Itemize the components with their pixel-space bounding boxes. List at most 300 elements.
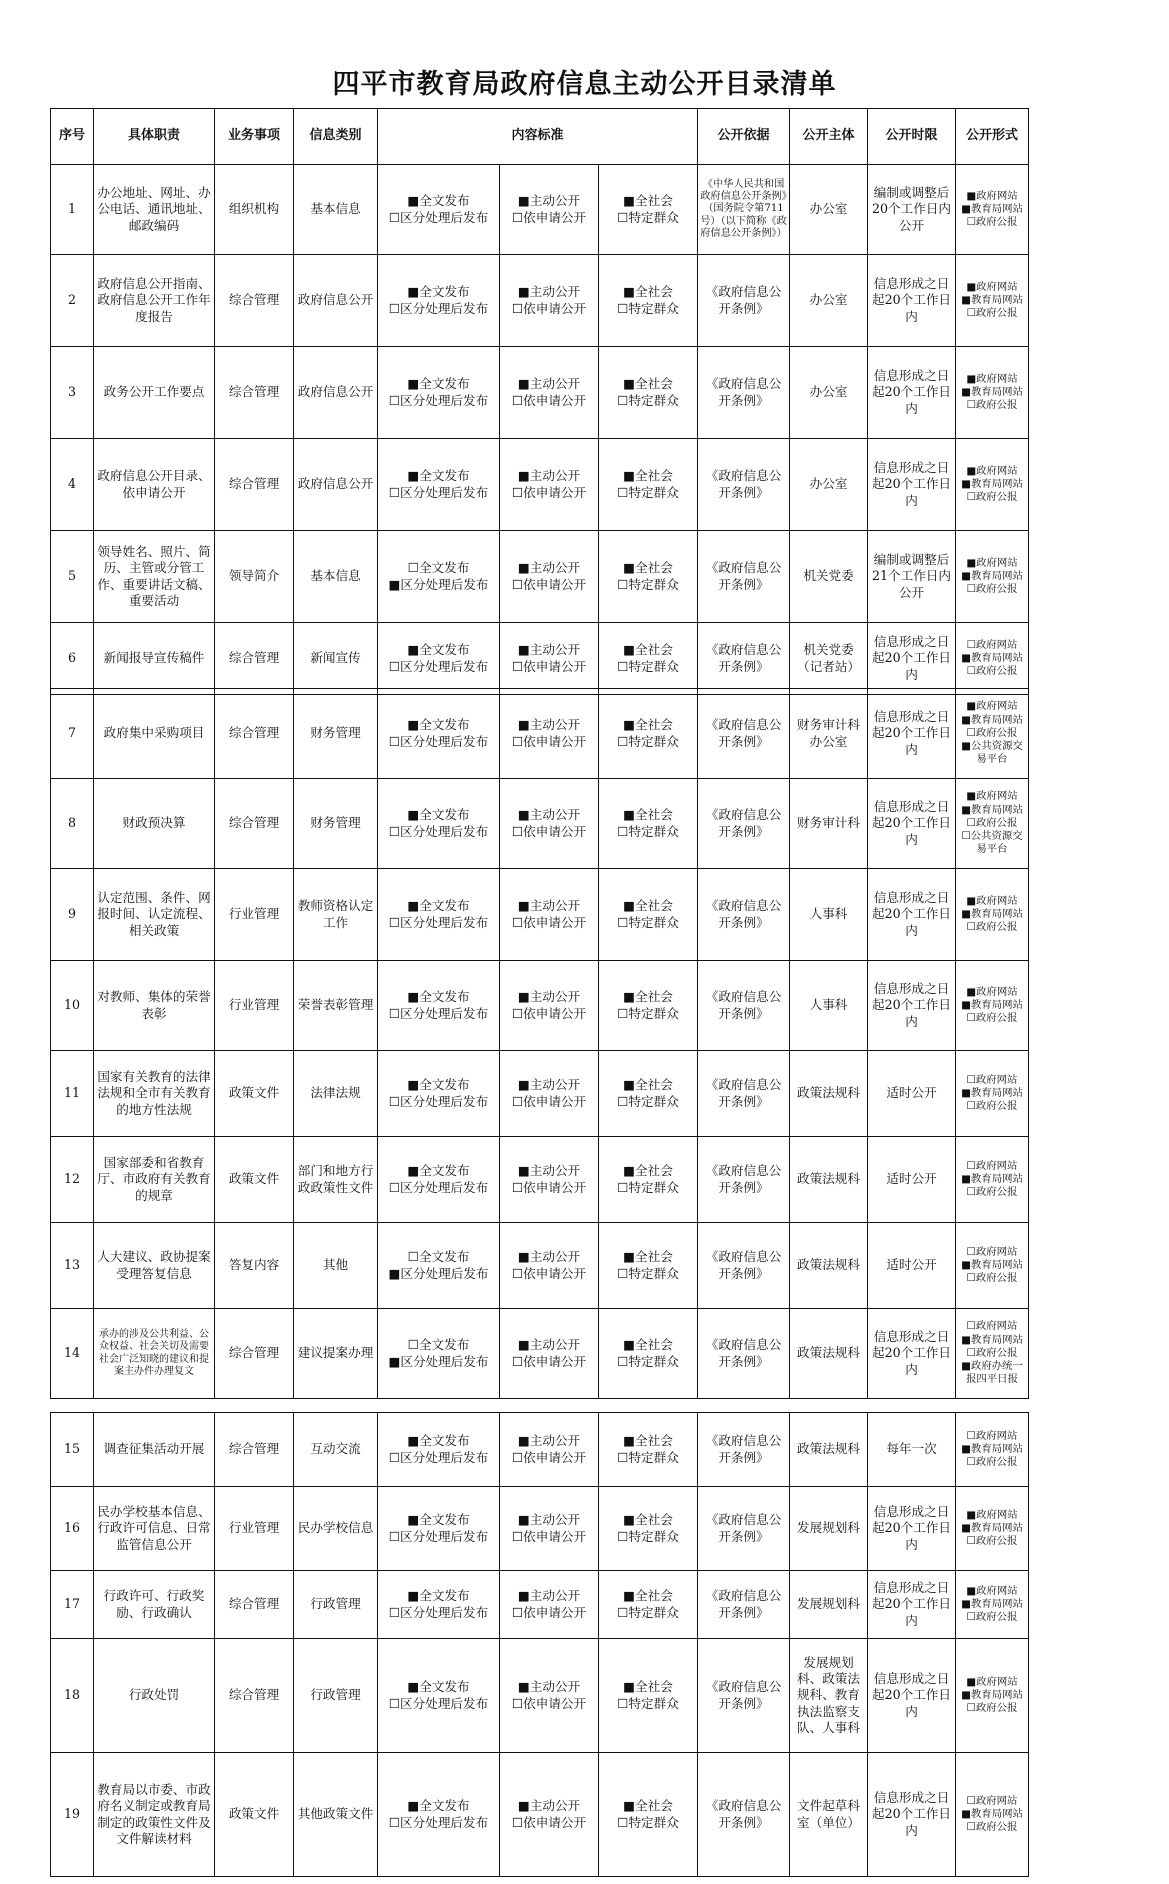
publish-form-option: ■政府网站 <box>966 1508 1018 1521</box>
audience-cell <box>599 623 698 695</box>
publish-form-option: ■教育局网站 <box>961 713 1023 726</box>
disclosure-type-cell-option: ■主动公开 <box>517 1077 581 1093</box>
legal-basis-cell: 《政府信息公开条例》 <box>698 255 790 347</box>
publish-mode-cell <box>378 1223 500 1309</box>
catalog-table-segment <box>50 688 1029 1399</box>
audience-cell-option: ■全社会 <box>623 989 673 1005</box>
column-header: 公开形式 <box>956 109 1029 165</box>
table-row <box>51 1413 1029 1487</box>
publish-mode-cell <box>378 1309 500 1399</box>
catalog-table-segment <box>50 108 1029 695</box>
publish-mode-cell-option: ■全文发布 <box>407 1679 470 1695</box>
audience-cell <box>599 1223 698 1309</box>
audience-cell-option: ☐特定群众 <box>617 823 679 839</box>
disclosure-type-cell-option: ☐依申请公开 <box>511 300 587 316</box>
audience-cell <box>599 961 698 1051</box>
row-number: 9 <box>51 869 94 961</box>
publish-form-option: ■教育局网站 <box>961 202 1023 215</box>
duty-cell: 行政处罚 <box>94 1639 215 1753</box>
publish-form-option: ☐政府网站 <box>966 1794 1018 1807</box>
disclosure-type-cell-option: ■主动公开 <box>517 560 581 576</box>
publish-mode-cell-option: ■全文发布 <box>407 284 470 300</box>
disclosure-type-cell <box>500 1137 599 1223</box>
info-category-cell: 行政管理 <box>294 1571 378 1639</box>
disclosure-type-cell <box>500 961 599 1051</box>
publish-mode-cell-option: ■全文发布 <box>407 1798 470 1814</box>
publish-mode-cell-option: ☐区分处理后发布 <box>388 1604 489 1620</box>
row-number: 11 <box>51 1051 94 1137</box>
publish-mode-cell <box>378 531 500 623</box>
publish-form-option: ■教育局网站 <box>961 1333 1023 1346</box>
info-category-cell: 政府信息公开 <box>294 439 378 531</box>
publish-form-option: ■政府网站 <box>966 1675 1018 1688</box>
publish-mode-cell-option: ☐全文发布 <box>407 560 470 576</box>
disclosure-type-cell-option: ■主动公开 <box>517 807 581 823</box>
time-limit-cell: 适时公开 <box>868 1051 956 1137</box>
publish-form-option: ☐政府公报 <box>966 1821 1018 1834</box>
publish-form-option: ☐政府公报 <box>966 1272 1018 1285</box>
time-limit-cell: 信息形成之日起20个工作日内 <box>868 1309 956 1399</box>
publish-forms-cell <box>956 347 1029 439</box>
info-category-cell: 互动交流 <box>294 1413 378 1487</box>
duty-cell: 承办的涉及公共利益、公众权益、社会关切及需要社会广泛知晓的建议和提案主办件办理复文 <box>94 1309 215 1399</box>
disclosure-type-cell-option: ☐依申请公开 <box>511 823 587 839</box>
time-limit-cell: 信息形成之日起20个工作日内 <box>868 255 956 347</box>
publish-form-option: ■政府网站 <box>966 280 1018 293</box>
audience-cell <box>599 1753 698 1877</box>
publish-forms-cell <box>956 1051 1029 1137</box>
publish-forms-cell <box>956 1309 1029 1399</box>
audience-cell <box>599 869 698 961</box>
subject-cell: 办公室 <box>790 255 868 347</box>
info-category-cell: 政府信息公开 <box>294 255 378 347</box>
disclosure-type-cell-option: ☐依申请公开 <box>511 1093 587 1109</box>
publish-mode-cell <box>378 1051 500 1137</box>
publish-form-option: ■教育局网站 <box>961 569 1023 582</box>
disclosure-type-cell <box>500 347 599 439</box>
disclosure-type-cell <box>500 1753 599 1877</box>
publish-form-option: ■教育局网站 <box>961 1086 1023 1099</box>
publish-form-option: ■政府网站 <box>966 372 1018 385</box>
row-number: 18 <box>51 1639 94 1753</box>
subject-cell: 政策法规科 <box>790 1137 868 1223</box>
info-category-cell: 其他 <box>294 1223 378 1309</box>
disclosure-type-cell-option: ☐依申请公开 <box>511 1814 587 1830</box>
business-item-cell: 综合管理 <box>215 1413 294 1487</box>
legal-basis-cell: 《中华人民共和国政府信息公开条例》（国务院令第711号）（以下简称《政府信息公开条例》） <box>698 165 790 255</box>
business-item-cell: 行业管理 <box>215 1487 294 1571</box>
publish-form-option: ☐政府网站 <box>966 1073 1018 1086</box>
publish-form-option: ☐政府公报 <box>966 1100 1018 1113</box>
info-category-cell: 其他政策文件 <box>294 1753 378 1877</box>
audience-cell-option: ☐特定群众 <box>617 1695 679 1711</box>
publish-forms-cell <box>956 869 1029 961</box>
disclosure-type-cell-option: ☐依申请公开 <box>511 1353 587 1369</box>
legal-basis-cell: 《政府信息公开条例》 <box>698 1639 790 1753</box>
disclosure-type-cell-option: ■主动公开 <box>517 1163 581 1179</box>
audience-cell <box>599 1639 698 1753</box>
table-row <box>51 779 1029 869</box>
row-number: 3 <box>51 347 94 439</box>
time-limit-cell: 编制或调整后21个工作日内公开 <box>868 531 956 623</box>
publish-form-option: ☐政府公报 <box>966 583 1018 596</box>
table-row <box>51 439 1029 531</box>
publish-forms-cell <box>956 1639 1029 1753</box>
info-category-cell: 基本信息 <box>294 165 378 255</box>
subject-cell: 办公室 <box>790 347 868 439</box>
table-row <box>51 869 1029 961</box>
publish-forms-cell <box>956 689 1029 779</box>
publish-mode-cell-option: ☐区分处理后发布 <box>388 1528 489 1544</box>
disclosure-type-cell <box>500 255 599 347</box>
business-item-cell: 答复内容 <box>215 1223 294 1309</box>
row-number: 15 <box>51 1413 94 1487</box>
disclosure-type-cell-option: ☐依申请公开 <box>511 914 587 930</box>
disclosure-type-cell-option: ■主动公开 <box>517 1512 581 1528</box>
publish-form-option: ☐政府网站 <box>966 1245 1018 1258</box>
audience-cell-option: ☐特定群众 <box>617 1449 679 1465</box>
publish-form-option: ☐政府公报 <box>966 1186 1018 1199</box>
disclosure-type-cell-option: ■主动公开 <box>517 193 581 209</box>
table-row <box>51 1487 1029 1571</box>
duty-cell: 国家部委和省教育厅、市政府有关教育的规章 <box>94 1137 215 1223</box>
publish-form-option: ☐政府网站 <box>966 1159 1018 1172</box>
business-item-cell: 综合管理 <box>215 689 294 779</box>
business-item-cell: 行业管理 <box>215 869 294 961</box>
publish-mode-cell <box>378 623 500 695</box>
table-row <box>51 961 1029 1051</box>
row-number: 17 <box>51 1571 94 1639</box>
publish-form-option: ☐政府公报 <box>966 726 1018 739</box>
disclosure-type-cell-option: ☐依申请公开 <box>511 392 587 408</box>
publish-mode-cell <box>378 779 500 869</box>
legal-basis-cell: 《政府信息公开条例》 <box>698 1223 790 1309</box>
duty-cell: 政府信息公开目录、依申请公开 <box>94 439 215 531</box>
disclosure-type-cell-option: ☐依申请公开 <box>511 576 587 592</box>
publish-form-option: ■教育局网站 <box>961 1172 1023 1185</box>
audience-cell-option: ■全社会 <box>623 1512 673 1528</box>
publish-mode-cell-option: ☐全文发布 <box>407 1337 470 1353</box>
subject-cell: 政策法规科 <box>790 1309 868 1399</box>
subject-cell: 文件起草科室（单位） <box>790 1753 868 1877</box>
audience-cell <box>599 439 698 531</box>
column-header: 公开主体 <box>790 109 868 165</box>
audience-cell-option: ☐特定群众 <box>617 300 679 316</box>
publish-mode-cell <box>378 689 500 779</box>
table-header-row <box>51 109 1029 165</box>
publish-form-option: ■政府网站 <box>966 790 1018 803</box>
time-limit-cell: 信息形成之日起20个工作日内 <box>868 869 956 961</box>
disclosure-type-cell <box>500 779 599 869</box>
business-item-cell: 行业管理 <box>215 961 294 1051</box>
publish-mode-cell <box>378 255 500 347</box>
business-item-cell: 综合管理 <box>215 779 294 869</box>
duty-cell: 财政预决算 <box>94 779 215 869</box>
subject-cell: 机关党委（记者站） <box>790 623 868 695</box>
row-number: 13 <box>51 1223 94 1309</box>
publish-mode-cell-option: ■全文发布 <box>407 898 470 914</box>
publish-form-option: ■教育局网站 <box>961 1258 1023 1271</box>
publish-mode-cell-option: ■区分处理后发布 <box>388 576 489 592</box>
publish-form-option: ☐政府公报 <box>966 1346 1018 1359</box>
publish-forms-cell <box>956 165 1029 255</box>
row-number: 6 <box>51 623 94 695</box>
publish-mode-cell-option: ■区分处理后发布 <box>388 1353 489 1369</box>
duty-cell: 对教师、集体的荣誉表彰 <box>94 961 215 1051</box>
info-category-cell: 财务管理 <box>294 689 378 779</box>
publish-mode-cell-option: ■全文发布 <box>407 193 470 209</box>
subject-cell: 人事科 <box>790 961 868 1051</box>
publish-mode-cell-option: ■全文发布 <box>407 989 470 1005</box>
table-row <box>51 165 1029 255</box>
subject-cell: 发展规划科 <box>790 1571 868 1639</box>
table-row <box>51 1639 1029 1753</box>
time-limit-cell: 信息形成之日起20个工作日内 <box>868 1571 956 1639</box>
publish-mode-cell-option: ☐区分处理后发布 <box>388 300 489 316</box>
table-row <box>51 1051 1029 1137</box>
subject-cell: 机关党委 <box>790 531 868 623</box>
audience-cell-option: ■全社会 <box>623 898 673 914</box>
time-limit-cell: 信息形成之日起20个工作日内 <box>868 1753 956 1877</box>
audience-cell-option: ■全社会 <box>623 1679 673 1695</box>
publish-form-option: ■教育局网站 <box>961 907 1023 920</box>
publish-forms-cell <box>956 255 1029 347</box>
audience-cell <box>599 1309 698 1399</box>
legal-basis-cell: 《政府信息公开条例》 <box>698 1413 790 1487</box>
audience-cell <box>599 779 698 869</box>
publish-form-option: ■教育局网站 <box>961 477 1023 490</box>
duty-cell: 领导姓名、照片、简历、主管或分管工作、重要讲话文稿、重要活动 <box>94 531 215 623</box>
subject-cell: 财务审计科办公室 <box>790 689 868 779</box>
info-category-cell: 荣誉表彰管理 <box>294 961 378 1051</box>
disclosure-type-cell-option: ☐依申请公开 <box>511 1265 587 1281</box>
publish-form-option: ☐政府公报 <box>966 1702 1018 1715</box>
disclosure-type-cell <box>500 165 599 255</box>
publish-mode-cell-option: ☐区分处理后发布 <box>388 1449 489 1465</box>
disclosure-type-cell <box>500 1051 599 1137</box>
disclosure-type-cell-option: ■主动公开 <box>517 1433 581 1449</box>
publish-form-option: ☐政府公报 <box>966 1456 1018 1469</box>
publish-form-option: ☐政府公报 <box>966 816 1018 829</box>
legal-basis-cell: 《政府信息公开条例》 <box>698 1753 790 1877</box>
time-limit-cell: 信息形成之日起20个工作日内 <box>868 961 956 1051</box>
time-limit-cell: 信息形成之日起20个工作日内 <box>868 623 956 695</box>
duty-cell: 新闻报导宣传稿件 <box>94 623 215 695</box>
publish-mode-cell <box>378 1639 500 1753</box>
audience-cell-option: ☐特定群众 <box>617 733 679 749</box>
subject-cell: 办公室 <box>790 165 868 255</box>
publish-form-option: ☐政府网站 <box>966 1320 1018 1333</box>
publish-mode-cell-option: ☐区分处理后发布 <box>388 733 489 749</box>
publish-mode-cell <box>378 1487 500 1571</box>
table-row <box>51 255 1029 347</box>
audience-cell-option: ■全社会 <box>623 1077 673 1093</box>
audience-cell <box>599 347 698 439</box>
audience-cell-option: ■全社会 <box>623 193 673 209</box>
disclosure-type-cell-option: ■主动公开 <box>517 898 581 914</box>
subject-cell: 政策法规科 <box>790 1051 868 1137</box>
audience-cell-option: ■全社会 <box>623 807 673 823</box>
disclosure-type-cell <box>500 1223 599 1309</box>
disclosure-type-cell-option: ☐依申请公开 <box>511 1695 587 1711</box>
subject-cell: 财务审计科 <box>790 779 868 869</box>
disclosure-type-cell-option: ■主动公开 <box>517 376 581 392</box>
publish-mode-cell-option: ☐区分处理后发布 <box>388 1695 489 1711</box>
audience-cell-option: ☐特定群众 <box>617 209 679 225</box>
disclosure-type-cell-option: ☐依申请公开 <box>511 733 587 749</box>
legal-basis-cell: 《政府信息公开条例》 <box>698 531 790 623</box>
duty-cell: 行政许可、行政奖励、行政确认 <box>94 1571 215 1639</box>
publish-mode-cell-option: ■区分处理后发布 <box>388 1265 489 1281</box>
publish-form-option: ☐政府网站 <box>966 638 1018 651</box>
publish-form-option: ■政府网站 <box>966 985 1018 998</box>
audience-cell-option: ■全社会 <box>623 1588 673 1604</box>
disclosure-type-cell-option: ■主动公开 <box>517 468 581 484</box>
audience-cell-option: ■全社会 <box>623 717 673 733</box>
legal-basis-cell: 《政府信息公开条例》 <box>698 623 790 695</box>
disclosure-type-cell-option: ☐依申请公开 <box>511 484 587 500</box>
row-number: 19 <box>51 1753 94 1877</box>
publish-mode-cell-option: ☐区分处理后发布 <box>388 484 489 500</box>
audience-cell <box>599 1413 698 1487</box>
publish-forms-cell <box>956 1413 1029 1487</box>
duty-cell: 教育局以市委、市政府名义制定或教育局制定的政策性文件及文件解读材料 <box>94 1753 215 1877</box>
publish-form-option: ☐政府公报 <box>966 1012 1018 1025</box>
duty-cell: 办公地址、网址、办公电话、通讯地址、邮政编码 <box>94 165 215 255</box>
business-item-cell: 综合管理 <box>215 347 294 439</box>
publish-form-option: ■教育局网站 <box>961 1807 1023 1820</box>
publish-form-option: ■政府网站 <box>966 700 1018 713</box>
info-category-cell: 行政管理 <box>294 1639 378 1753</box>
disclosure-type-cell-option: ☐依申请公开 <box>511 1604 587 1620</box>
info-category-cell: 财务管理 <box>294 779 378 869</box>
publish-form-option: ■教育局网站 <box>961 1597 1023 1610</box>
audience-cell <box>599 255 698 347</box>
publish-mode-cell-option: ■全文发布 <box>407 1433 470 1449</box>
publish-form-option: ☐政府公报 <box>966 491 1018 504</box>
audience-cell-option: ☐特定群众 <box>617 1093 679 1109</box>
audience-cell <box>599 1571 698 1639</box>
publish-form-option: ■政府网站 <box>966 894 1018 907</box>
publish-mode-cell <box>378 1137 500 1223</box>
table-row <box>51 1137 1029 1223</box>
audience-cell-option: ☐特定群众 <box>617 1604 679 1620</box>
publish-mode-cell-option: ■全文发布 <box>407 468 470 484</box>
business-item-cell: 综合管理 <box>215 1639 294 1753</box>
publish-form-option: ■教育局网站 <box>961 803 1023 816</box>
row-number: 12 <box>51 1137 94 1223</box>
disclosure-type-cell <box>500 689 599 779</box>
disclosure-type-cell-option: ■主动公开 <box>517 1679 581 1695</box>
publish-mode-cell-option: ☐区分处理后发布 <box>388 914 489 930</box>
catalog-table-segment <box>50 1412 1029 1877</box>
business-item-cell: 组织机构 <box>215 165 294 255</box>
column-header: 内容标准 <box>378 109 698 165</box>
business-item-cell: 政策文件 <box>215 1137 294 1223</box>
audience-cell-option: ☐特定群众 <box>617 392 679 408</box>
time-limit-cell: 信息形成之日起20个工作日内 <box>868 439 956 531</box>
business-item-cell: 综合管理 <box>215 1309 294 1399</box>
column-header: 公开依据 <box>698 109 790 165</box>
table-row <box>51 1753 1029 1877</box>
publish-mode-cell-option: ☐区分处理后发布 <box>388 1093 489 1109</box>
info-category-cell: 建议提案办理 <box>294 1309 378 1399</box>
publish-form-option: ■政府网站 <box>966 464 1018 477</box>
column-header: 序号 <box>51 109 94 165</box>
publish-mode-cell-option: ■全文发布 <box>407 1512 470 1528</box>
publish-mode-cell-option: ■全文发布 <box>407 376 470 392</box>
disclosure-type-cell-option: ■主动公开 <box>517 989 581 1005</box>
publish-form-option: ☐政府公报 <box>966 665 1018 678</box>
time-limit-cell: 适时公开 <box>868 1137 956 1223</box>
publish-form-option: ■政府办统一报四平日报 <box>961 1360 1023 1386</box>
audience-cell-option: ☐特定群众 <box>617 658 679 674</box>
business-item-cell: 综合管理 <box>215 1571 294 1639</box>
subject-cell: 发展规划科、政策法规科、教育执法监察支队、人事科 <box>790 1639 868 1753</box>
info-category-cell: 部门和地方行政政策性文件 <box>294 1137 378 1223</box>
time-limit-cell: 信息形成之日起20个工作日内 <box>868 1487 956 1571</box>
publish-mode-cell-option: ☐区分处理后发布 <box>388 823 489 839</box>
info-category-cell: 教师资格认定工作 <box>294 869 378 961</box>
audience-cell-option: ■全社会 <box>623 642 673 658</box>
table-row <box>51 1223 1029 1309</box>
publish-forms-cell <box>956 1223 1029 1309</box>
row-number: 7 <box>51 689 94 779</box>
row-number: 4 <box>51 439 94 531</box>
publish-mode-cell-option: ☐全文发布 <box>407 1249 470 1265</box>
publish-mode-cell-option: ☐区分处理后发布 <box>388 658 489 674</box>
publish-form-option: ☐政府公报 <box>966 399 1018 412</box>
table-row <box>51 1571 1029 1639</box>
audience-cell-option: ■全社会 <box>623 1163 673 1179</box>
row-number: 2 <box>51 255 94 347</box>
disclosure-type-cell <box>500 531 599 623</box>
legal-basis-cell: 《政府信息公开条例》 <box>698 689 790 779</box>
publish-form-option: ■政府网站 <box>966 189 1018 202</box>
publish-mode-cell-option: ■全文发布 <box>407 807 470 823</box>
audience-cell-option: ☐特定群众 <box>617 1814 679 1830</box>
publish-mode-cell-option: ■全文发布 <box>407 717 470 733</box>
disclosure-type-cell <box>500 1487 599 1571</box>
publish-mode-cell-option: ☐区分处理后发布 <box>388 1005 489 1021</box>
row-number: 14 <box>51 1309 94 1399</box>
info-category-cell: 政府信息公开 <box>294 347 378 439</box>
audience-cell <box>599 1487 698 1571</box>
column-header: 公开时限 <box>868 109 956 165</box>
publish-forms-cell <box>956 779 1029 869</box>
publish-forms-cell <box>956 1571 1029 1639</box>
disclosure-type-cell-option: ■主动公开 <box>517 1249 581 1265</box>
audience-cell-option: ■全社会 <box>623 468 673 484</box>
publish-forms-cell <box>956 623 1029 695</box>
business-item-cell: 综合管理 <box>215 255 294 347</box>
table-row <box>51 689 1029 779</box>
publish-form-option: ☐政府网站 <box>966 1429 1018 1442</box>
audience-cell-option: ☐特定群众 <box>617 1353 679 1369</box>
time-limit-cell: 信息形成之日起20个工作日内 <box>868 1639 956 1753</box>
audience-cell-option: ☐特定群众 <box>617 1005 679 1021</box>
publish-form-option: ☐政府公报 <box>966 1611 1018 1624</box>
business-item-cell: 综合管理 <box>215 623 294 695</box>
publish-forms-cell <box>956 1753 1029 1877</box>
publish-mode-cell-option: ☐区分处理后发布 <box>388 1179 489 1195</box>
publish-forms-cell <box>956 439 1029 531</box>
subject-cell: 政策法规科 <box>790 1223 868 1309</box>
info-category-cell: 法律法规 <box>294 1051 378 1137</box>
legal-basis-cell: 《政府信息公开条例》 <box>698 1571 790 1639</box>
publish-form-option: ■教育局网站 <box>961 385 1023 398</box>
subject-cell: 发展规划科 <box>790 1487 868 1571</box>
